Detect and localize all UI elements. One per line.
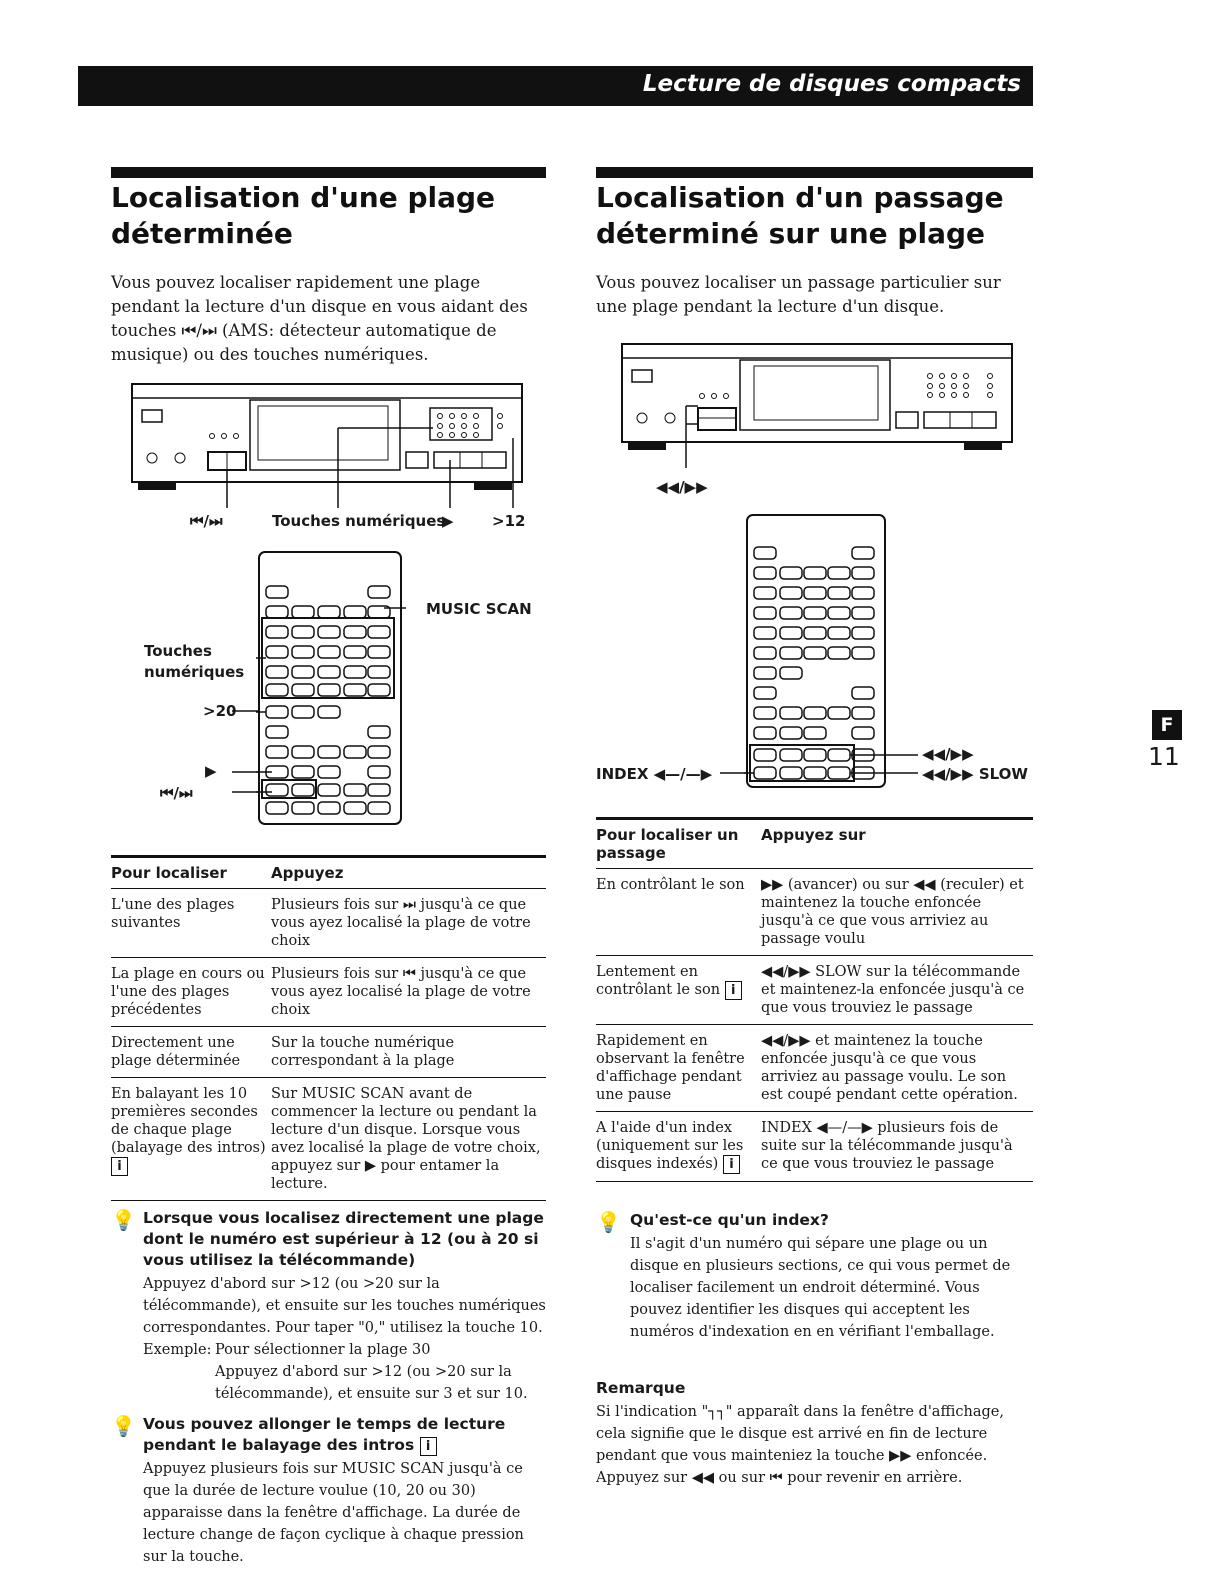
- tip-body: Appuyez plusieurs fois sur MUSIC SCAN jusqu'à ce que la durée de lecture voulue (10, 20 ou 30) apparaisse dans la fenêtre d'affichage. La durée de lecture change de façon cyclique à chaque pression sur la touche.: [143, 1461, 524, 1565]
- table-cell: [596, 1112, 761, 1182]
- player-label-search: ◀◀/▶▶: [656, 478, 708, 496]
- remote-right-leader-2: [888, 748, 918, 778]
- lightbulb-icon: 💡: [596, 1210, 621, 1234]
- example-line2: Appuyez d'abord sur >12 (ou >20 sur la télécommande), et ensuite sur 3 et sur 10.: [215, 1364, 528, 1402]
- table-cell: Plusieurs fois sur ⏭ jusqu'à ce que vous ayez localisé la plage de votre choix: [271, 889, 546, 958]
- section-title: Lecture de disques compacts: [642, 71, 1021, 97]
- table-header: Appuyez sur: [761, 819, 1033, 869]
- table-header: Pour localiser: [111, 857, 271, 889]
- table-row: [111, 1027, 546, 1078]
- tip-intro-scan: [111, 1414, 551, 1568]
- left-title-line1: Localisation d'une plage: [111, 181, 496, 214]
- tip-index: [596, 1210, 1033, 1343]
- table-cell: ▶▶ (avancer) ou sur ◀◀ (reculer) et maintenez la touche enfoncée jusqu'à ce que vous arriviez au passage voulu: [761, 869, 1033, 956]
- table-row: [596, 1025, 1033, 1112]
- remote-label-slow: ◀◀/▶▶ SLOW: [922, 765, 1028, 783]
- table-cell: [596, 956, 761, 1025]
- right-title-rule: [596, 167, 1033, 178]
- left-title-rule: [111, 167, 546, 178]
- table-cell: ◀◀/▶▶ SLOW sur la télécommande et maintenez-la enfoncée jusqu'à ce que vous trouviez le passage: [761, 956, 1033, 1025]
- note-heading: Remarque: [596, 1379, 686, 1397]
- left-locate-table: [111, 855, 546, 1201]
- remote-illustration-right: [744, 513, 888, 788]
- tip-heading: Lorsque vous localisez directement une plage dont le numéro est supérieur à 12 (ou à 20 si vous utilisez la télécommande): [143, 1209, 544, 1269]
- tip-example: [143, 1339, 551, 1361]
- table-cell: En contrôlant le son: [596, 869, 761, 956]
- table-cell: L'une des plages suivantes: [111, 889, 271, 958]
- table-row: [596, 956, 1033, 1025]
- remote-left-leader-lines: [232, 700, 258, 800]
- info-badge-icon: i: [420, 1437, 437, 1456]
- table-cell: INDEX ◀—/—▶ plusieurs fois de suite sur la télécommande jusqu'à ce que vous trouviez le passage: [761, 1112, 1033, 1182]
- lightbulb-icon: 💡: [111, 1208, 136, 1232]
- table-cell-text: A l'aide d'un index (uniquement sur les disques indexés): [596, 1120, 744, 1172]
- table-header-row: [111, 857, 546, 889]
- info-badge-icon: i: [111, 1157, 128, 1176]
- player-label-over12: >12: [492, 512, 526, 530]
- table-row: [111, 958, 546, 1027]
- table-cell: [111, 1078, 271, 1201]
- table-cell: Rapidement en observant la fenêtre d'affichage pendant une pause: [596, 1025, 761, 1112]
- table-cell: ◀◀/▶▶ et maintenez la touche enfoncée jusqu'à ce que vous arriviez au passage voulu. Le son est coupé pendant cette opération.: [761, 1025, 1033, 1112]
- table-header: Appuyez: [271, 857, 546, 889]
- left-intro: Vous pouvez localiser rapidement une plage pendant la lecture d'un disque en vous aidant des touches ⏮/⏭ (AMS: détecteur automatique de musique) ou des touches numériques.: [111, 273, 528, 364]
- left-title: [111, 180, 551, 252]
- remote-label-play: ▶: [205, 762, 217, 780]
- table-row: [111, 1078, 546, 1201]
- info-badge-icon: i: [723, 1155, 740, 1174]
- info-badge-icon: i: [725, 981, 742, 1000]
- player-label-ams: ⏮/⏭: [190, 512, 223, 530]
- example-label: Exemple:: [143, 1342, 212, 1358]
- section-banner: [78, 66, 1033, 106]
- remote-label-ams: ⏮/⏭: [160, 784, 193, 802]
- remote-label-search: ◀◀/▶▶: [922, 745, 974, 763]
- player-label-numeric: Touches numériques: [272, 512, 446, 530]
- remote-label-numeric: Touches numériques: [144, 642, 245, 681]
- tip-heading: Qu'est-ce qu'un index?: [630, 1211, 829, 1229]
- page-number: 11: [1148, 742, 1180, 771]
- table-cell: Directement une plage déterminée: [111, 1027, 271, 1078]
- note-body: Si l'indication "┐┐" apparaît dans la fenêtre d'affichage, cela signifie que le disque est arrivé en fin de lecture pendant que vous mainteniez la touche ▶▶ enfoncée. Appuyez sur ◀◀ ou sur ⏮ pour revenir en arrière.: [596, 1404, 1004, 1486]
- right-intro: Vous pouvez localiser un passage particulier sur une plage pendant la lecture d'un disque.: [596, 273, 1001, 316]
- table-row: [111, 889, 546, 958]
- lightbulb-icon: 💡: [111, 1414, 136, 1438]
- table-cell: Plusieurs fois sur ⏮ jusqu'à ce que vous ayez localisé la plage de votre choix: [271, 958, 546, 1027]
- remote-label-over20: >20: [203, 702, 237, 720]
- tip-heading: Vous pouvez allonger le temps de lecture pendant le balayage des intros: [143, 1415, 506, 1454]
- tip-over-12: [111, 1208, 551, 1405]
- remote-label-index: INDEX ◀—/—▶: [596, 765, 713, 783]
- language-tab: F: [1152, 710, 1182, 740]
- table-cell-text: En balayant les 10 premières secondes de chaque plage (balayage des intros): [111, 1086, 266, 1156]
- right-title: [596, 180, 1036, 252]
- cd-player-illustration: [128, 380, 528, 530]
- remote-label-music-scan: MUSIC SCAN: [426, 600, 532, 618]
- right-locate-table: [596, 817, 1033, 1182]
- remote-right-leader: [720, 768, 746, 780]
- table-header: Pour localiser un passage: [596, 819, 761, 869]
- remote-illustration-left: [256, 550, 406, 825]
- table-row: [596, 869, 1033, 956]
- tip-body: Appuyez d'abord sur >12 (ou >20 sur la télécommande), et ensuite sur les touches numériques correspondantes. Pour taper "0," utilisez la touche 10.: [143, 1276, 546, 1336]
- player-label-play: ▶: [442, 512, 454, 530]
- note-block: [596, 1378, 1033, 1489]
- table-row: [596, 1112, 1033, 1182]
- left-title-line2: déterminée: [111, 217, 293, 250]
- table-cell: Sur MUSIC SCAN avant de commencer la lecture ou pendant la lecture d'un disque. Lorsque vous avez localisé la plage de votre choix, appuyez sur ▶ pour entamer la lecture.: [271, 1078, 546, 1201]
- right-title-line2: déterminé sur une plage: [596, 217, 985, 250]
- table-header-row: [596, 819, 1033, 869]
- example-line1: Pour sélectionner la plage 30: [215, 1342, 431, 1358]
- table-cell: La plage en cours ou l'une des plages précédentes: [111, 958, 271, 1027]
- table-cell-text: Lentement en contrôlant le son: [596, 964, 721, 998]
- right-title-line1: Localisation d'un passage: [596, 181, 1004, 214]
- tip-body: Il s'agit d'un numéro qui sépare une plage ou un disque en plusieurs sections, ce qui vous permet de localiser facilement un endroit déterminé. Vous pouvez identifier les disques qui acceptent les numéros d'indexation en en vérifiant l'emballage.: [630, 1236, 1011, 1340]
- cd-player-illustration-right: [618, 340, 1018, 470]
- table-cell: Sur la touche numérique correspondant à la plage: [271, 1027, 546, 1078]
